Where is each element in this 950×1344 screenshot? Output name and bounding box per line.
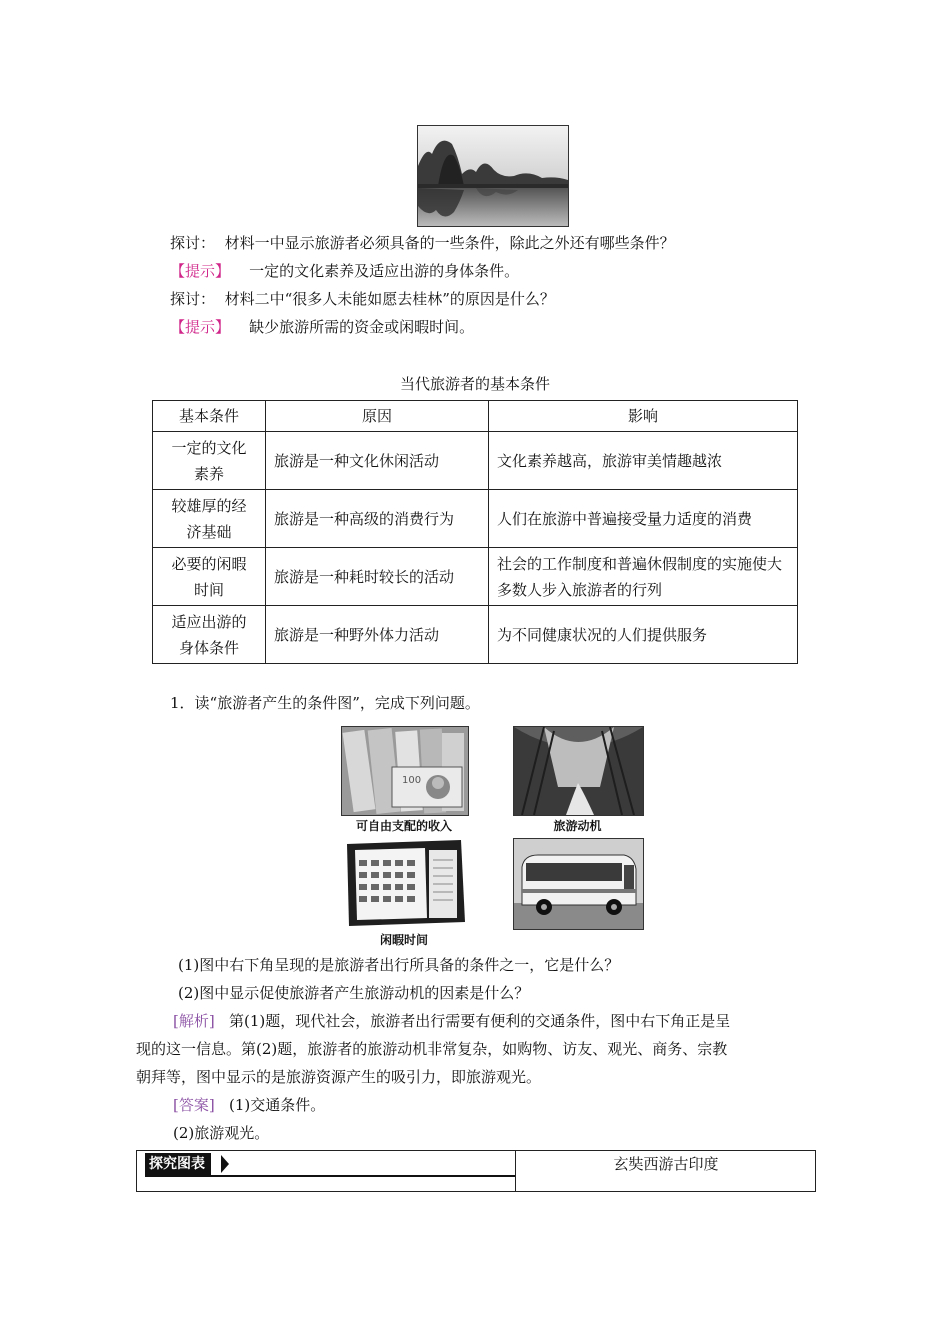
explore-badge: 探究图表 (145, 1153, 211, 1175)
answer-line-2: (2)旅游观光。 (173, 1124, 270, 1142)
reason-cell: 旅游是一种野外体力活动 (266, 606, 489, 664)
reason-cell: 旅游是一种文化休闲活动 (266, 432, 489, 490)
calendar-image (341, 838, 467, 928)
header-cell: 影响 (489, 401, 798, 432)
condition-cell: 适应出游的 身体条件 (153, 606, 266, 664)
answer-text: (1)交通条件。 (229, 1096, 326, 1114)
answer-line-1 (173, 1094, 325, 1116)
hint-text: 一定的文化素养及适应出游的身体条件。 (249, 262, 520, 280)
hint-1 (170, 260, 519, 282)
discussion-text: 材料一中显示旅游者必须具备的一些条件，除此之外还有哪些条件？ (224, 234, 675, 252)
svg-text:100: 100 (402, 775, 422, 786)
hint-2 (170, 316, 474, 338)
discussion-text: 材料二中“很多人未能如愿去桂林”的原因是什么？ (224, 290, 555, 308)
figure-label-leisure: 闲暇时间 (379, 933, 428, 947)
table-row (153, 548, 798, 606)
condition-cell: 一定的文化 素养 (153, 432, 266, 490)
impact-cell: 人们在旅游中普遍接受量力适度的消费 (489, 490, 798, 548)
section-underline (145, 1175, 515, 1177)
analysis-label: [解析] (173, 1012, 215, 1030)
condition-cell: 必要的闲暇 时间 (153, 548, 266, 606)
analysis-text: 第(1)题，现代社会，旅游者出行需要有便利的交通条件，图中右下角正是呈 (229, 1012, 731, 1030)
impact-cell: 为不同健康状况的人们提供服务 (489, 606, 798, 664)
discussion-label: 探讨： (170, 234, 216, 252)
table-header-row (153, 401, 798, 432)
table-row (153, 432, 798, 490)
condition-cell: 较雄厚的经 济基础 (153, 490, 266, 548)
arrow-right-icon (221, 1155, 229, 1173)
analysis-line-2: 现的这一信息。第(2)题，旅游者的旅游动机非常复杂，如购物、访友、观光、商务、宗教 (136, 1040, 728, 1058)
impact-cell: 社会的工作制度和普遍休假制度的实施使大多数人步入旅游者的行列 (489, 548, 798, 606)
answer-label: [答案] (173, 1096, 215, 1114)
analysis-line-1 (173, 1010, 730, 1032)
figure-label-motivation: 旅游动机 (553, 819, 602, 833)
discussion-question-1 (170, 232, 675, 254)
question-intro: 1．读“旅游者产生的条件图”，完成下列问题。 (170, 694, 480, 712)
bamboo-path-image (513, 726, 644, 816)
divider (515, 1151, 516, 1191)
bus-image (513, 838, 644, 930)
discussion-label: 探讨： (170, 290, 216, 308)
guilin-landscape-image (417, 125, 569, 227)
discussion-question-2 (170, 288, 555, 310)
money-image (341, 726, 469, 816)
analysis-line-3: 朝拜等，图中显示的是旅游资源产生的吸引力，即旅游观光。 (136, 1068, 542, 1086)
explore-title: 玄奘西游古印度 (613, 1155, 719, 1173)
table-row (153, 490, 798, 548)
header-cell: 基本条件 (153, 401, 266, 432)
explore-chart-section (136, 1150, 816, 1192)
hint-text: 缺少旅游所需的资金或闲暇时间。 (249, 318, 475, 336)
sub-question-1: (1)图中右下角呈现的是旅游者出行所具备的条件之一，它是什么？ (178, 956, 620, 974)
figure-label-income: 可自由支配的收入 (355, 819, 452, 833)
table-row (153, 606, 798, 664)
basic-conditions-table (152, 400, 798, 664)
sub-question-2: (2)图中显示促使旅游者产生旅游动机的因素是什么？ (178, 984, 530, 1002)
header-cell: 原因 (266, 401, 489, 432)
reason-cell: 旅游是一种高级的消费行为 (266, 490, 489, 548)
hint-label: 【提示】 (170, 318, 231, 336)
reason-cell: 旅游是一种耗时较长的活动 (266, 548, 489, 606)
table-caption: 当代旅游者的基本条件 (399, 375, 550, 393)
hint-label: 【提示】 (170, 262, 231, 280)
impact-cell: 文化素养越高，旅游审美情趣越浓 (489, 432, 798, 490)
